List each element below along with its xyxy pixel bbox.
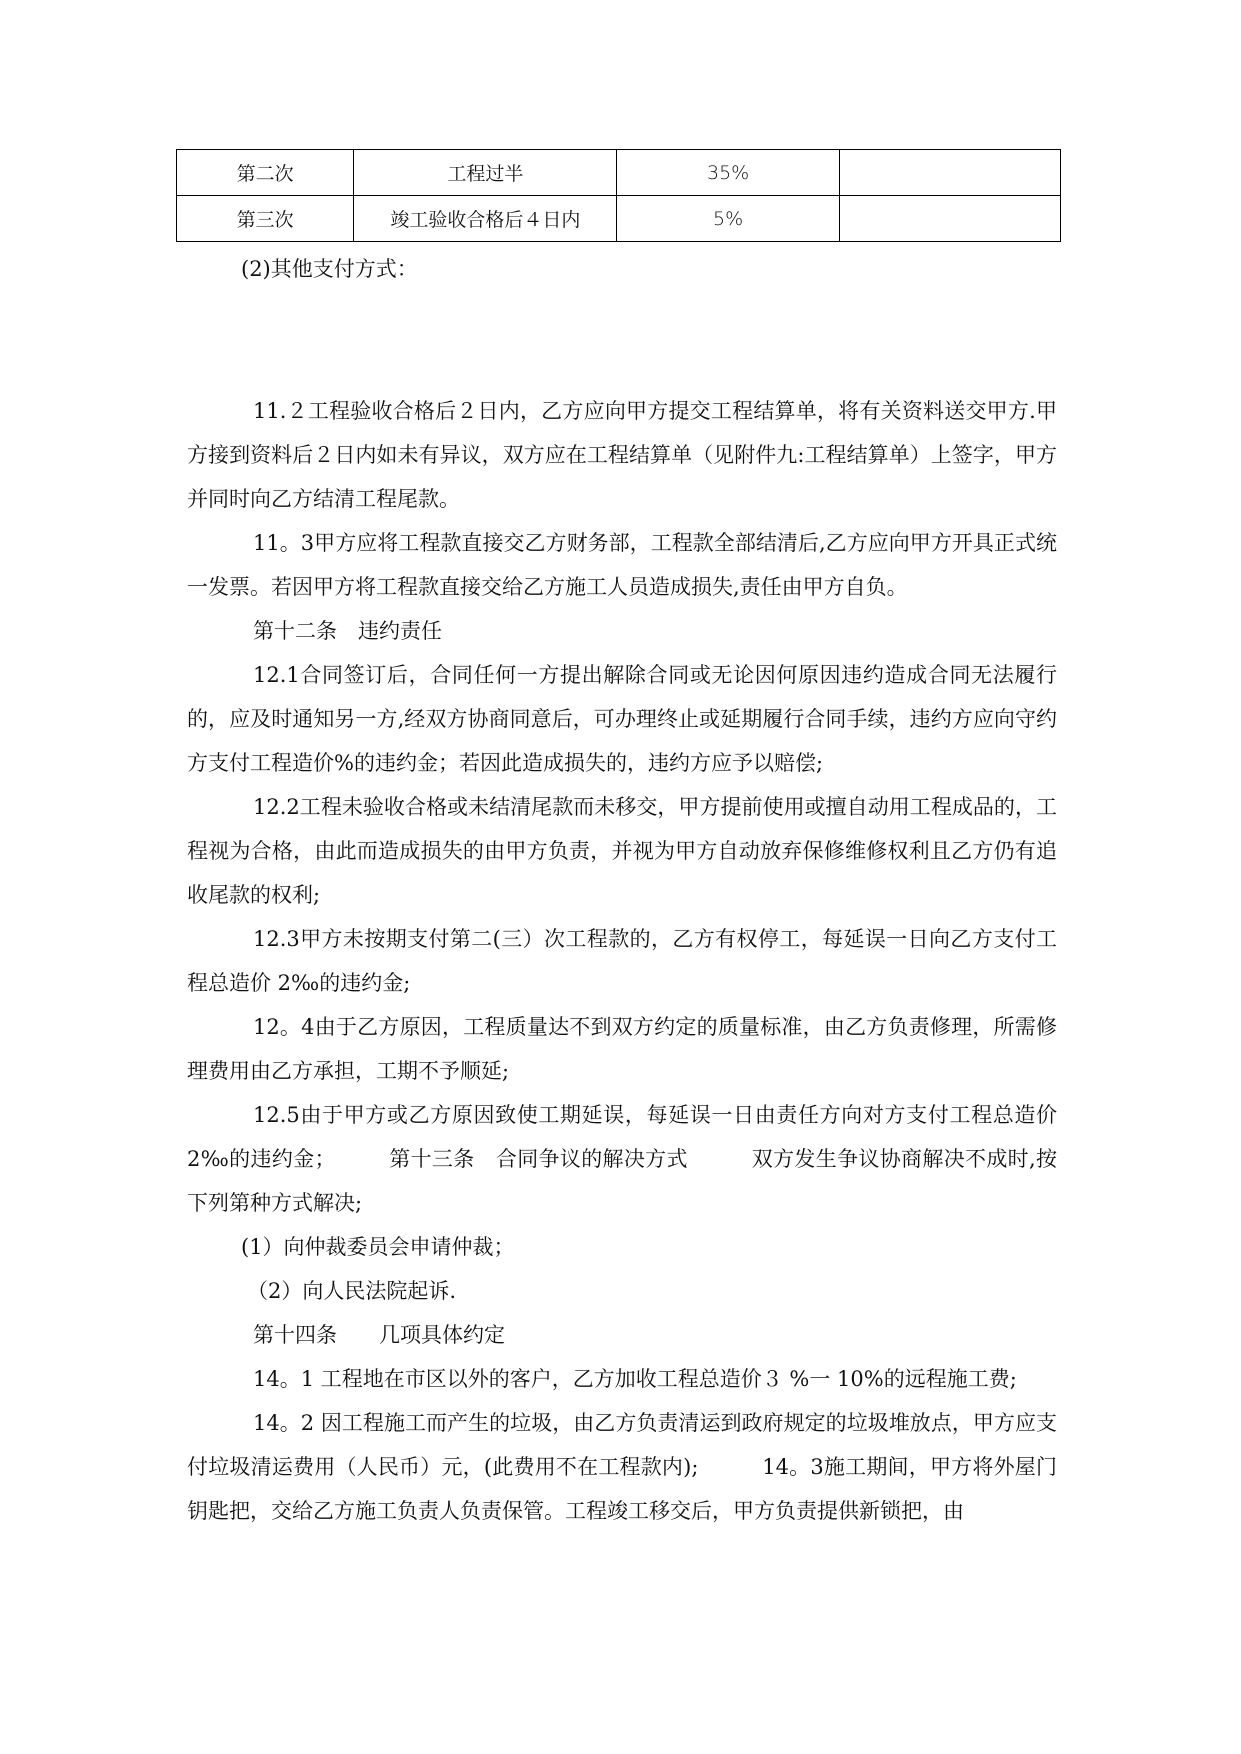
paragraph-12-4: 12。4由于乙方原因，工程质量达不到双方约定的质量标准，由乙方负责修理，所需修理费用由乙方承担，工期不予顺延; <box>187 1015 1057 1083</box>
paragraph-11-2: 11.２工程验收合格后２日内，乙方应向甲方提交工程结算单，将有关资料送交甲方.甲方接到资料后２日内如未有异议，双方应在工程结算单（见附件九:工程结算单）上签字，甲方并同时向乙方结清工程尾款。 <box>187 399 1057 511</box>
heading-article-12: 第十二条 违约责任 <box>253 619 442 643</box>
heading-article-14: 第十四条 几项具体约定 <box>253 1323 505 1347</box>
table-cell-amount <box>839 196 1060 242</box>
table-cell-amount <box>839 150 1060 196</box>
payment-schedule-table <box>176 149 1061 242</box>
table-cell-times: 第三次 <box>177 196 354 242</box>
paragraph-12-2: 12.2工程未验收合格或未结清尾款而未移交，甲方提前使用或擅自动用工程成品的，工程视为合格，由此而造成损失的由甲方负责，并视为甲方自动放弃保修维修权利且乙方仍有追收尾款的权利; <box>187 795 1057 907</box>
body-text <box>187 389 1057 1533</box>
paragraph-14-2: 14。2 因工程施工而产生的垃圾，由乙方负责清运到政府规定的垃圾堆放点，甲方应支付垃圾清运费用（人民币）元，(此费用不在工程款内); 14。3施工期间，甲方将外屋门钥匙把，交给乙方施工负责人负责保管。工程竣工移交后，甲方负责提供新锁把，由 <box>187 1411 1057 1523</box>
table-cell-percent: 5% <box>617 196 839 242</box>
table-cell-stage: 竣工验收合格后４日内 <box>354 196 617 242</box>
table-cell-percent: 35% <box>617 150 839 196</box>
paragraph-12-3: 12.3甲方未按期支付第二(三）次工程款的，乙方有权停工，每延误一日向乙方支付工程总造价 2‰的违约金; <box>187 927 1057 995</box>
paragraph-14-1: 14。1 工程地在市区以外的客户，乙方加收工程总造价３ %一 10%的远程施工费; <box>253 1367 1017 1391</box>
other-payment-block <box>187 247 1057 291</box>
table-row <box>177 196 1061 242</box>
paragraph-other-payment: (2)其他支付方式： <box>241 257 418 281</box>
option-arbitration: (1）向仲裁委员会申请仲裁； <box>241 1235 515 1259</box>
paragraph-12-1: 12.1合同签订后，合同任何一方提出解除合同或无论因何原因违约造成合同无法履行的，应及时通知另一方,经双方协商同意后，可办理终止或延期履行合同手续，违约方应向守约方支付工程造价%的违约金；若因此造成损失的，违约方应予以赔偿; <box>187 663 1057 775</box>
table-cell-times: 第二次 <box>177 150 354 196</box>
paragraph-12-5: 12.5由于甲方或乙方原因致使工期延误，每延误一日由责任方向对方支付工程总造价 2‰的违约金； 第十三条 合同争议的解决方式 双方发生争议协商解决不成时,按下列第种方式解决; <box>187 1103 1057 1215</box>
paragraph-11-3: 11。3甲方应将工程款直接交乙方财务部，工程款全部结清后,乙方应向甲方开具正式统一发票。若因甲方将工程款直接交给乙方施工人员造成损失,责任由甲方自负。 <box>187 531 1057 599</box>
table-cell-stage: 工程过半 <box>354 150 617 196</box>
option-court: （2）向人民法院起诉. <box>247 1279 457 1303</box>
table-row <box>177 150 1061 196</box>
